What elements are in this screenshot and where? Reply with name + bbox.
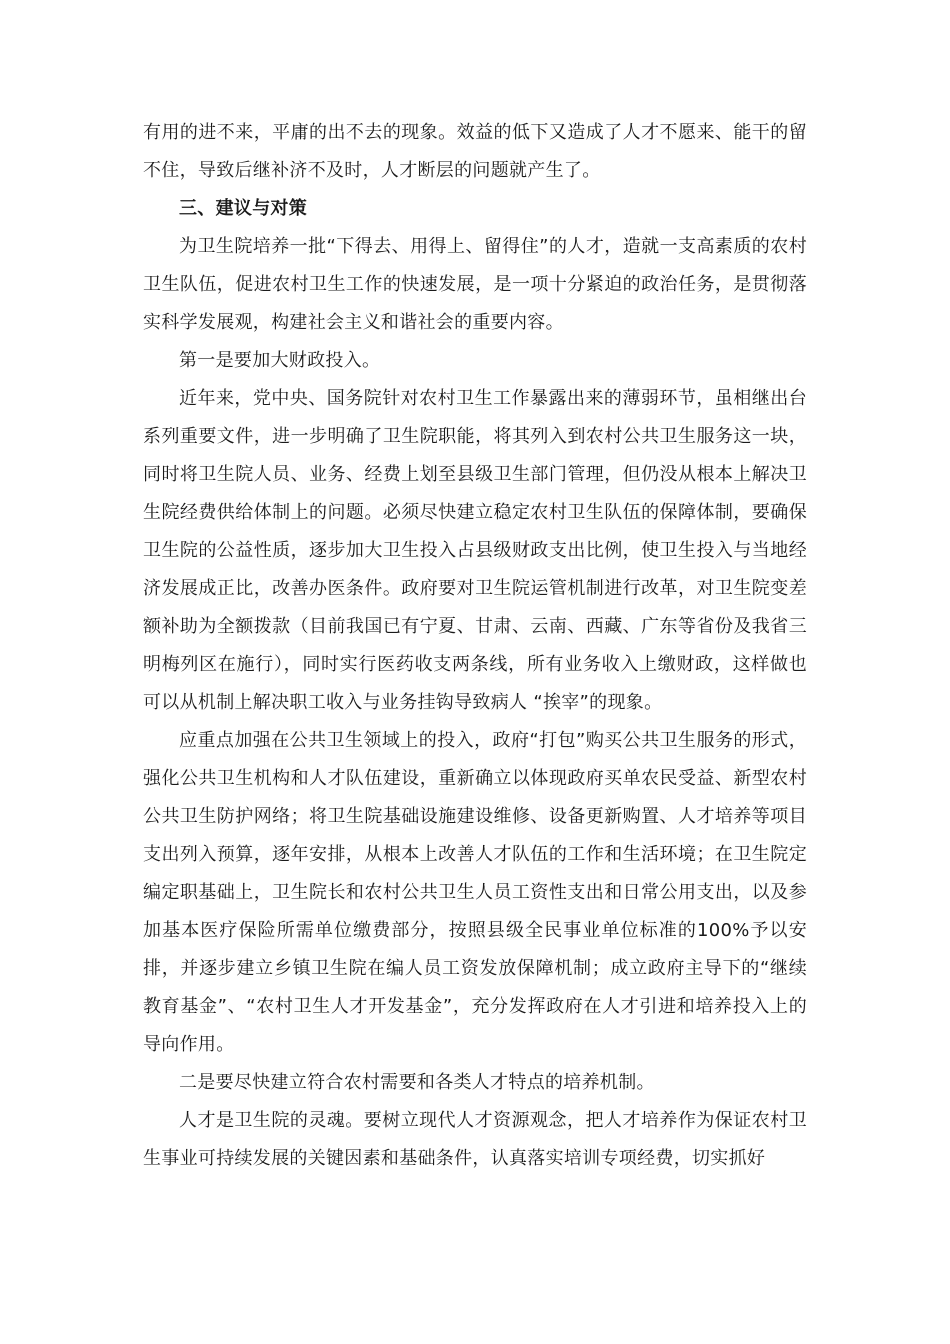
- paragraph-continued: 有用的进不来，平庸的出不去的现象。效益的低下又造成了人才不愿来、能干的留不住，导致后继补济不及时，人才断层的问题就产生了。: [143, 122, 807, 181]
- paragraph: 为卫生院培养一批“下得去、用得上、留得住”的人才，造就一支高素质的农村卫生队伍，促进农村卫生工作的快速发展，是一项十分紧迫的政治任务，是贯彻落实科学发展观，构建社会主义和谐社会的重要内容。: [143, 236, 807, 333]
- paragraph: 第一是要加大财政投入。: [179, 350, 381, 371]
- paragraph: 近年来，党中央、国务院针对农村卫生工作暴露出来的薄弱环节，虽相继出台系列重要文件，进一步明确了卫生院职能，将其列入到农村公共卫生服务这一块，同时将卫生院人员、业务、经费上划至县级卫生部门管理，但仍没从根本上解决卫生院经费供给体制上的问题。必须尽快建立稳定农村卫生队伍的保障体制，要确保卫生院的公益性质，逐步加大卫生投入占县级财政支出比例，使卫生投入与当地经济发展成正比，改善办医条件。政府要对卫生院运管机制进行改革，对卫生院变差额补助为全额拨款（目前我国已有宁夏、甘肃、云南、西藏、广东等省份及我省三明梅列区在施行），同时实行医药收支两条线，所有业务收入上缴财政，这样做也可以从机制上解决职工收入与业务挂钩导致病人 “挨宰”的现象。: [143, 388, 807, 713]
- paragraph: 人才是卫生院的灵魂。要树立现代人才资源观念，把人才培养作为保证农村卫生事业可持续发展的关键因素和基础条件，认真落实培训专项经费，切实抓好: [143, 1110, 807, 1169]
- paragraph: 应重点加强在公共卫生领域上的投入，政府“打包”购买公共卫生服务的形式，强化公共卫生机构和人才队伍建设，重新确立以体现政府买单农民受益、新型农村公共卫生防护网络；将卫生院基础设施建设维修、设备更新购置、人才培养等项目支出列入预算，逐年安排，从根本上改善人才队伍的工作和生活环境；在卫生院定编定职基础上，卫生院长和农村公共卫生人员工资性支出和日常公用支出，以及参加基本医疗保险所需单位缴费部分，按照县级全民事业单位标准的100%予以安排，并逐步建立乡镇卫生院在编人员工资发放保障机制；成立政府主导下的“继续教育基金”、“农村卫生人才开发基金”，充分发挥政府在人才引进和培养投入上的导向作用。: [143, 730, 807, 1055]
- document-body: [143, 114, 807, 1178]
- section-heading: 三、建议与对策: [179, 198, 308, 219]
- paragraph: 二是要尽快建立符合农村需要和各类人才特点的培养机制。: [179, 1072, 655, 1093]
